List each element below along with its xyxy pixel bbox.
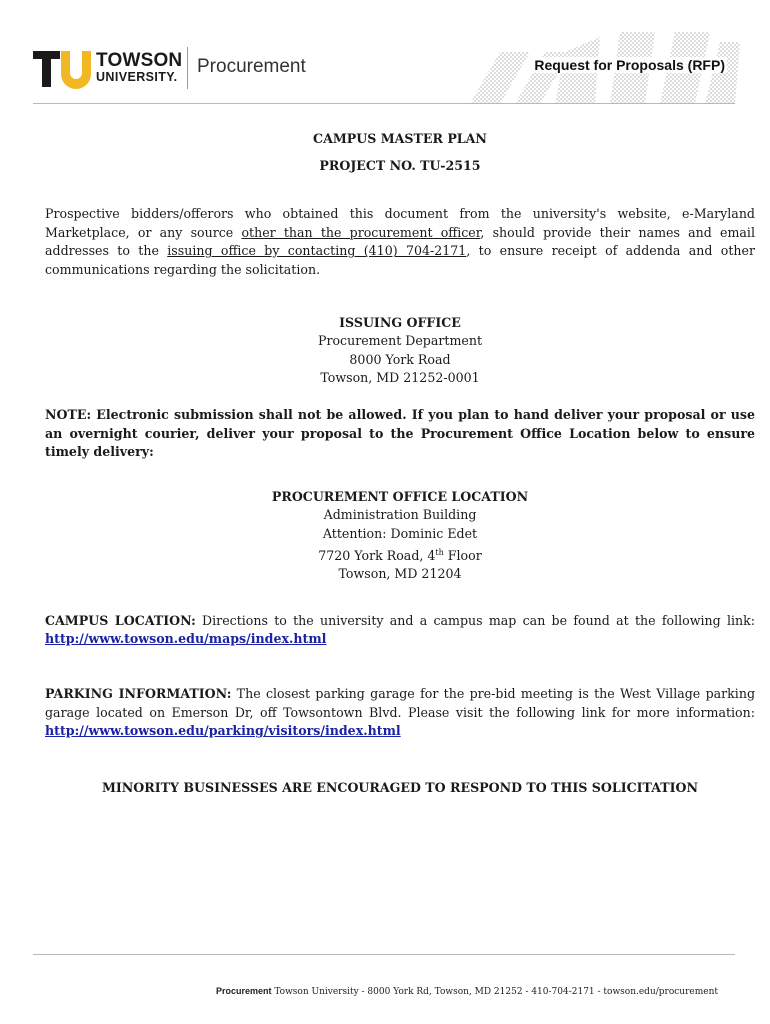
- intro-text-1: Prospective bidders/offerors who obtained this document from the university's website, e-Maryland Marketplace, or any source: [45, 206, 755, 240]
- logo-name: TOWSON: [96, 50, 183, 71]
- parking-information-text: The closest parking garage for the pre-bid meeting is the West Village parking garage located on Emerson Dr, off Towsontown Blvd. Please visit the following link for more information:: [45, 686, 756, 720]
- footer-rule: [33, 954, 735, 955]
- minority-business-notice: MINORITY BUSINESSES ARE ENCOURAGED TO RESPOND TO THIS SOLICITATION: [101, 779, 699, 795]
- issuing-office-line: Towson, MD 21252-0001: [320, 370, 480, 386]
- issuing-office-block: [45, 314, 755, 388]
- logo-divider: [187, 47, 188, 89]
- intro-text-2: , should provide their names and email addresses to the: [45, 224, 755, 259]
- procurement-location-line: Administration Building: [323, 507, 477, 523]
- address-street: 7720 York Road, 4: [318, 547, 436, 563]
- logo-subtitle: UNIVERSITY.: [96, 70, 178, 84]
- campus-location-paragraph: [45, 612, 755, 649]
- ordinal-suffix: th: [435, 547, 444, 557]
- towson-logo[interactable]: [33, 49, 183, 89]
- page-header: [0, 0, 770, 110]
- address-floor: Floor: [443, 547, 482, 563]
- intro-underline-1: other than the procurement officer: [241, 224, 481, 240]
- procurement-location-heading: PROCUREMENT OFFICE LOCATION: [271, 488, 529, 504]
- parking-visitors-link[interactable]: http://www.towson.edu/parking/visitors/index.html: [45, 723, 401, 739]
- intro-underline-2: issuing office by contacting (410) 704-2171: [167, 243, 467, 259]
- footer-contact: Towson University - 8000 York Rd, Towson, MD 21252 - 410-704-2171 - towson.edu/procurement: [271, 987, 718, 997]
- procurement-location-line: Attention: Dominic Edet: [322, 525, 478, 541]
- procurement-location-block: [45, 488, 755, 584]
- document-body: [45, 130, 755, 797]
- campus-location-text: Directions to the university and a campus map can be found at the following link:: [195, 612, 755, 628]
- issuing-office-line: 8000 York Road: [349, 351, 451, 367]
- header-rule: [33, 103, 735, 104]
- campus-map-link[interactable]: http://www.towson.edu/maps/index.html: [45, 631, 327, 647]
- delivery-note: NOTE: Electronic submission shall not be allowed. If you plan to hand deliver your proposal or use an overnight courier, deliver your proposal to the Procurement Office Location below to ensure timely delivery:: [45, 406, 755, 460]
- parking-information-label: PARKING INFORMATION:: [45, 686, 232, 702]
- project-number: PROJECT NO. TU-2515: [319, 157, 481, 173]
- intro-paragraph: [45, 205, 755, 279]
- tu-monogram-icon: [33, 49, 93, 89]
- department-name: Procurement: [197, 56, 306, 77]
- intro-text-3: , to ensure receipt of addenda and other communications regarding the solicitation.: [45, 243, 756, 277]
- issuing-office-line: Procurement Department: [317, 333, 483, 349]
- procurement-location-address: [45, 544, 755, 566]
- campus-location-label: CAMPUS LOCATION:: [45, 612, 196, 628]
- project-title: CAMPUS MASTER PLAN: [313, 131, 487, 146]
- procurement-location-line: Towson, MD 21204: [338, 566, 462, 582]
- issuing-office-heading: ISSUING OFFICE: [339, 314, 461, 330]
- page-footer: [216, 986, 718, 997]
- footer-department: Procurement: [215, 986, 272, 996]
- document-type-label: Request for Proposals (RFP): [534, 57, 725, 73]
- parking-information-paragraph: [45, 685, 755, 741]
